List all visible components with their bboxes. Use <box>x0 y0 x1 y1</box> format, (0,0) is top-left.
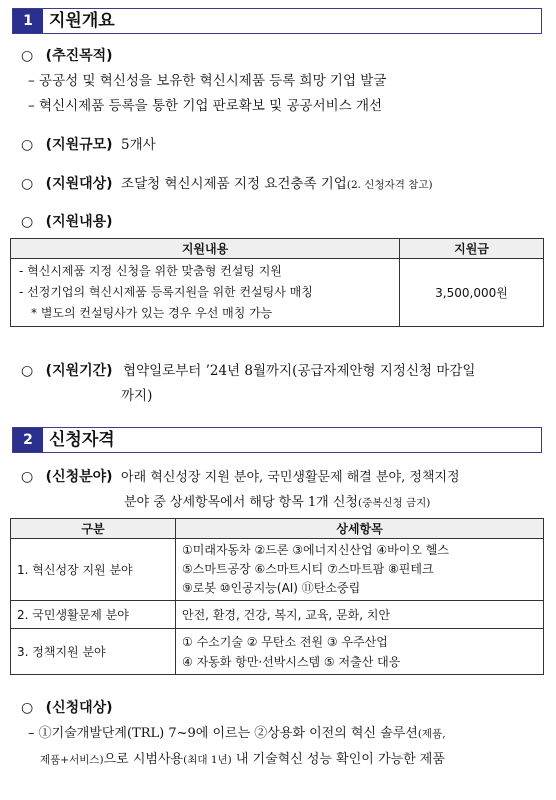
apply-target-note-1: (제품, <box>417 728 446 740</box>
bullet: ○ <box>21 176 34 192</box>
scale-label: (지원규모) <box>45 137 113 153</box>
detail-line: ⑤스마트공장 ⑥스마트시티 ⑦스마트팜 ⑧핀테크 <box>182 562 434 576</box>
scale-value: 5개사 <box>121 137 156 153</box>
apply-target-label: (신청대상) <box>45 700 113 716</box>
bullet: ○ <box>21 214 34 230</box>
support-line: - 선정기업의 혁신시제품 등록지원을 위한 컨설팅사 매칭 <box>19 285 313 299</box>
apply-target-text-2: 으로 시범사용 <box>103 752 184 767</box>
purpose-label: (추진목적) <box>45 48 113 64</box>
detail-line: ④ 자동화 항만·선박시스템 ⑤ 저출산 대응 <box>182 654 401 669</box>
apply-target-note-3: (최대 1년) <box>183 754 232 766</box>
support-line: - 혁신시제품 지정 신청을 위한 맞춤형 컨설팅 지원 <box>19 264 282 278</box>
target-row <box>21 172 433 193</box>
section-header-1 <box>12 8 542 34</box>
apply-target-line-1 <box>28 722 446 741</box>
apply-target-line-2 <box>40 748 445 767</box>
purpose-row <box>21 45 113 65</box>
bullet: ○ <box>21 700 34 716</box>
detail-cell <box>176 629 544 675</box>
section-number: 1 <box>13 9 43 33</box>
support-note: * 별도의 컨설팅사가 있는 경우 우선 매칭 가능 <box>31 306 273 320</box>
bullet: ○ <box>21 363 34 379</box>
bullet: ○ <box>21 137 34 153</box>
period-label: (지원기간) <box>45 363 113 379</box>
table-header: 지원내용 <box>11 239 400 259</box>
support-amount: 3,500,000원 <box>400 259 544 327</box>
purpose-item-1: – 공공성 및 혁신성을 보유한 혁신시제품 등록 희망 기업 발굴 <box>28 73 387 89</box>
category-table <box>10 518 544 675</box>
detail-line: 안전, 환경, 건강, 복지, 교육, 문화, 치안 <box>182 608 391 622</box>
apply-target-text-3: 내 기술혁신 성능 확인이 가능한 제품 <box>231 752 445 767</box>
support-table <box>10 238 544 327</box>
table-header: 지원금 <box>400 239 544 259</box>
section-title: 지원개요 <box>49 11 115 31</box>
section-number: 2 <box>13 428 43 452</box>
category-cell: 2. 국민생활문제 분야 <box>11 601 176 629</box>
bullet: ○ <box>21 469 34 485</box>
bullet: ○ <box>21 48 34 64</box>
period-row <box>21 359 475 380</box>
apply-target-note-2: 제품+서비스) <box>40 754 104 766</box>
support-content-cell <box>11 259 400 327</box>
category-cell: 1. 혁신성장 지원 분야 <box>11 539 176 601</box>
target-value: 조달청 혁신시제품 지정 요건충족 기업 <box>121 176 347 192</box>
detail-line: ①미래자동차 ②드론 ③에너지신산업 ④바이오 헬스 <box>182 543 449 557</box>
table-header: 구분 <box>11 519 176 539</box>
content-label: (지원내용) <box>45 214 113 230</box>
detail-cell <box>176 601 544 629</box>
content-row <box>21 211 113 231</box>
detail-cell <box>176 539 544 601</box>
period-line-2: 까지) <box>121 388 153 404</box>
field-line-2-row <box>124 491 430 510</box>
apply-target-text-1: ①기술개발단계(TRL) 7~9에 이르는 ②상용화 이전의 혁신 솔루션 <box>38 726 418 741</box>
apply-target-row <box>21 697 113 717</box>
period-line-1: 협약일로부터 ’24년 8월까지(공급자제안형 지정신청 마감일 <box>123 363 476 379</box>
field-line-2: 분야 중 상세항목에서 해당 항목 1개 신청 <box>124 495 358 510</box>
category-cell: 3. 정책지원 분야 <box>11 629 176 675</box>
purpose-item-2: – 혁신시제품 등록을 통한 기업 판로확보 및 공공서비스 개선 <box>28 98 383 114</box>
detail-line: ① 수소기술 ② 무탄소 전원 ③ 우주산업 <box>182 634 388 649</box>
table-header: 상세항목 <box>176 519 544 539</box>
dash: – <box>28 726 39 741</box>
target-note: (2. 신청자격 참고) <box>346 179 433 191</box>
section-title: 신청자격 <box>49 430 115 450</box>
scale-row <box>21 133 156 154</box>
field-label: (신청분야) <box>45 469 113 485</box>
field-note: (중복신청 금지) <box>358 497 431 509</box>
field-line-1: 아래 혁신성장 지원 분야, 국민생활문제 해결 분야, 정책지정 <box>121 470 460 485</box>
section-header-2 <box>12 427 542 453</box>
target-label: (지원대상) <box>45 176 113 192</box>
detail-line: ⑨로봇 ⑩인공지능(AI) ⑪탄소중립 <box>182 581 361 595</box>
field-row <box>21 466 460 486</box>
